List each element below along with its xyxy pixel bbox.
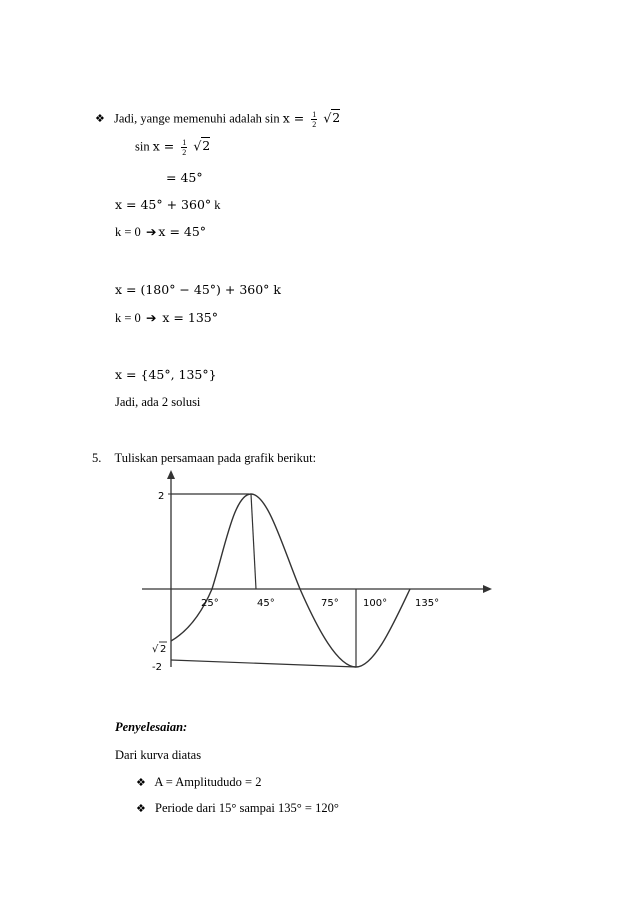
x-label-100: 100°: [363, 598, 388, 609]
math-x-equals: x =: [152, 138, 179, 154]
math-x-equals: x =: [282, 110, 309, 126]
math-x-45-plus-360: x = 45° + 360°: [115, 197, 212, 212]
sqrt-symbol: √: [323, 110, 332, 126]
x-label-25: 25°: [201, 598, 219, 609]
text-k-equals-0: k = 0: [115, 225, 144, 239]
math-x-45: x = 45°: [158, 224, 207, 239]
sine-curve: [171, 494, 410, 667]
fraction-numerator: 1: [182, 138, 187, 147]
question-text: Tuliskan persamaan pada grafik berikut:: [114, 451, 317, 465]
right-arrow-icon: ➔: [145, 224, 157, 239]
diamond-bullet-icon: ❖: [136, 776, 146, 789]
diamond-bullet-icon: ❖: [136, 802, 146, 815]
fraction-numerator: 1: [312, 110, 317, 119]
item-text: Periode dari 15° sampai 135° = 120°: [155, 801, 339, 815]
y-label-root-val: 2: [160, 644, 167, 655]
solution-item-amplitude: [136, 775, 261, 790]
x-label-45: 45°: [257, 598, 275, 609]
line-solution-set: x = {45°, 135°}: [115, 367, 217, 382]
solution-intro: Dari kurva diatas: [115, 748, 202, 762]
text-k-equals-0: k = 0: [115, 311, 144, 325]
text-sin: sin: [135, 139, 153, 154]
sqrt-radicand: 2: [202, 138, 211, 154]
item-text: A = Amplitududo = 2: [154, 775, 262, 789]
diamond-bullet-icon: ❖: [95, 112, 105, 126]
x-axis-arrow-icon: [483, 585, 492, 593]
x-label-75: 75°: [321, 598, 339, 609]
solution-heading: Penyelesaian:: [115, 720, 188, 734]
question-number: 5.: [92, 451, 102, 465]
x-label-135: 135°: [415, 598, 440, 609]
line-two-solutions: Jadi, ada 2 solusi: [115, 395, 201, 409]
y-label-bottom: -2: [152, 662, 162, 673]
peak-drop-line: [251, 494, 256, 589]
line-equals-45: = 45°: [166, 170, 203, 185]
math-x-135: x = 135°: [158, 310, 218, 325]
sqrt-symbol: √: [193, 138, 202, 154]
min-guide-line: [171, 660, 356, 667]
solution-item-period: [136, 801, 339, 816]
y-label-top: 2: [158, 491, 165, 502]
fraction-denominator: 2: [312, 120, 317, 129]
text-jadi: Jadi, yange memenuhi adalah sin: [114, 111, 283, 126]
y-axis-arrow-icon: [167, 470, 175, 479]
line-x-general-2: x = (180° − 45°) + 360° k: [115, 282, 281, 297]
text-k: k: [211, 198, 221, 212]
y-label-root-sym: √: [152, 644, 159, 655]
sqrt-radicand: 2: [332, 110, 341, 126]
fraction-denominator: 2: [182, 148, 187, 157]
right-arrow-icon: ➔: [145, 310, 157, 325]
